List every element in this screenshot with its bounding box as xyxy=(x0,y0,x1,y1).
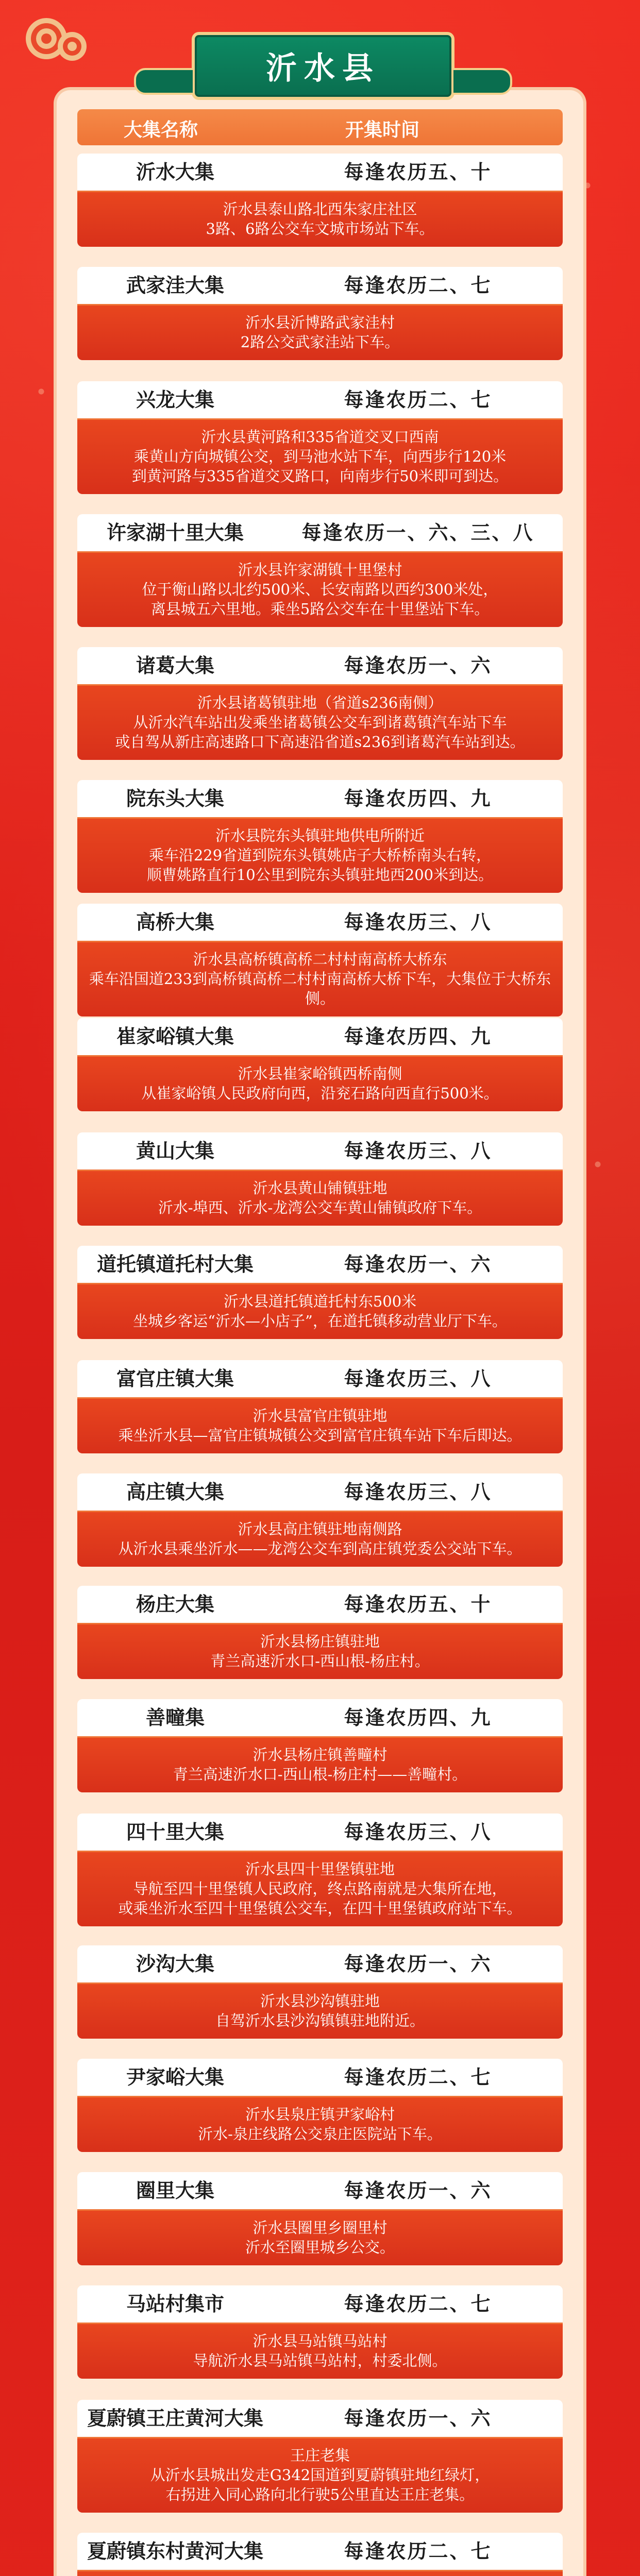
market-name-row xyxy=(77,2400,563,2438)
market-address: 沂水县泰山路北西朱家庄社区 3路、6路公交车文城市场站下车。 xyxy=(77,192,563,247)
column-header xyxy=(77,109,563,145)
market-time: 每逢农历二、七 xyxy=(344,2539,492,2563)
market-name: 黄山大集 xyxy=(136,1139,214,1162)
market-name-row xyxy=(77,267,563,306)
market-address: 沂水县院东头镇驻地供电所附近 乘车沿229省道到院东头镇姚店子大桥桥南头右转， 顺曹姚路直行10公里到院东头镇驻地西200米到达。 xyxy=(77,819,563,893)
market-time: 每逢农历二、七 xyxy=(344,2065,492,2089)
market-entry xyxy=(77,1018,563,1111)
market-time: 每逢农历二、七 xyxy=(344,2292,492,2315)
market-entry xyxy=(77,780,563,893)
market-name-row xyxy=(77,904,563,942)
market-time: 每逢农历三、八 xyxy=(344,1820,492,1843)
market-time: 每逢农历三、八 xyxy=(344,1139,492,1162)
market-time: 每逢农历四、九 xyxy=(344,1025,492,1048)
market-name-row xyxy=(77,1945,563,1984)
page-title: 沂水县 xyxy=(266,50,380,87)
market-entry xyxy=(77,381,563,494)
market-time: 每逢农历二、七 xyxy=(344,388,492,411)
market-entry xyxy=(77,1132,563,1226)
market-address: 沂水县黄河路和335省道交叉口西南 乘黄山方向城镇公交，到马池水站下车，向西步行120米 到黄河路与335省道交叉路口，向南步行50米即可到达。 xyxy=(77,420,563,494)
market-name: 高庄镇大集 xyxy=(126,1480,224,1503)
market-entry xyxy=(77,647,563,760)
market-name-row xyxy=(77,780,563,819)
market-entry xyxy=(77,1945,563,2039)
market-address: 沂水县高庄镇驻地南侧路 从沂水县乘坐沂水——龙湾公交车到高庄镇党委公交站下车。 xyxy=(77,1512,563,1567)
market-address: 王庄老集 从沂水县城出发走G342国道到夏蔚镇驻地红绿灯， 右拐进入同心路向北行驶5公里直达王庄老集。 xyxy=(77,2438,563,2513)
market-address: 沂水县道托镇道托村东500米 坐城乡客运“沂水—小店子”，在道托镇移动营业厅下车。 xyxy=(77,1284,563,1339)
market-entry xyxy=(77,1814,563,1926)
market-name: 沙沟大集 xyxy=(136,1952,214,1975)
market-name: 沂水大集 xyxy=(136,160,214,183)
title-banner xyxy=(192,32,454,100)
market-name-row xyxy=(77,1246,563,1284)
market-name-row xyxy=(77,154,563,192)
market-name-row xyxy=(77,1473,563,1512)
market-name-row xyxy=(77,1586,563,1624)
market-name-row xyxy=(77,1699,563,1738)
market-time: 每逢农历一、六 xyxy=(344,2179,492,2202)
market-name: 许家湖十里大集 xyxy=(106,521,244,544)
market-time: 每逢农历四、九 xyxy=(344,1706,492,1729)
market-time: 每逢农历五、十 xyxy=(344,1592,492,1616)
market-name: 善疃集 xyxy=(145,1706,205,1729)
market-entry xyxy=(77,2172,563,2265)
market-address: 沂水县沙沟镇驻地 自驾沂水县沙沟镇镇驻地附近。 xyxy=(77,1984,563,2039)
market-entry xyxy=(77,1360,563,1453)
market-entry xyxy=(77,2533,563,2576)
market-name-row xyxy=(77,2172,563,2211)
market-name: 崔家峪镇大集 xyxy=(116,1025,234,1048)
market-name: 高桥大集 xyxy=(136,910,214,934)
market-name-row xyxy=(77,2533,563,2571)
market-address: 沂水县崔家峪镇西桥南侧 从崔家峪镇人民政府向西，沿兖石路向西直行500米。 xyxy=(77,1057,563,1111)
market-address: 沂水县四十里堡镇驻地 导航至四十里堡镇人民政府，终点路南就是大集所在地， 或乘坐沂水至四十里堡镇公交车，在四十里堡镇政府站下车。 xyxy=(77,1852,563,1926)
market-name-row xyxy=(77,1132,563,1171)
market-time: 每逢农历五、十 xyxy=(344,160,492,183)
ribbon-right xyxy=(451,68,512,95)
ribbon-left xyxy=(134,68,195,95)
market-name-row xyxy=(77,514,563,553)
market-name: 四十里大集 xyxy=(126,1820,224,1843)
market-name: 道托镇道托村大集 xyxy=(96,1252,254,1276)
market-entry xyxy=(77,2285,563,2379)
market-time: 每逢农历二、七 xyxy=(344,274,492,297)
market-name-row xyxy=(77,381,563,420)
market-name-row xyxy=(77,1360,563,1399)
market-entry xyxy=(77,2400,563,2513)
market-entry xyxy=(77,1586,563,1679)
market-address: 沂水县高桥镇高桥二村村南高桥大桥东 乘车沿国道233到高桥镇高桥二村村南高桥大桥下车，大集位于大桥东侧。 xyxy=(77,942,563,1016)
market-entry xyxy=(77,2059,563,2152)
market-entry xyxy=(77,1246,563,1339)
market-name: 武家洼大集 xyxy=(126,274,224,297)
market-name-row xyxy=(77,2285,563,2324)
market-name-row xyxy=(77,1814,563,1852)
market-time: 每逢农历一、六 xyxy=(344,1952,492,1975)
market-address: 沂水县许家湖镇十里堡村 位于衡山路以北约500米、长安南路以西约300米处， 离县城五六里地。乘坐5路公交车在十里堡站下车。 xyxy=(77,553,563,627)
market-name: 院东头大集 xyxy=(126,787,224,810)
market-name: 马站村集市 xyxy=(126,2292,224,2315)
market-name-row xyxy=(77,647,563,686)
auspicious-cloud-icon xyxy=(15,10,98,67)
column-header-name: 大集名称 xyxy=(124,119,198,141)
market-address: 沂水县圈里乡圈里村 沂水至圈里城乡公交。 xyxy=(77,2211,563,2265)
market-time: 每逢农历一、六 xyxy=(344,654,492,677)
market-address: 沂水县泉庄镇尹家峪村 沂水-泉庄线路公交泉庄医院站下车。 xyxy=(77,2097,563,2152)
market-name: 诸葛大集 xyxy=(136,654,214,677)
market-name-row xyxy=(77,2059,563,2097)
market-name: 夏蔚镇王庄黄河大集 xyxy=(87,2406,263,2430)
market-entry xyxy=(77,267,563,360)
market-address: 沂水县富官庄镇驻地 乘坐沂水县—富官庄镇城镇公交到富官庄镇车站下车后即达。 xyxy=(77,1399,563,1453)
market-name: 尹家峪大集 xyxy=(126,2065,224,2089)
market-entry xyxy=(77,1699,563,1792)
market-address: 沂水县马站镇马站村 导航沂水县马站镇马站村，村委北侧。 xyxy=(77,2324,563,2379)
market-entry xyxy=(77,154,563,247)
market-address xyxy=(77,2571,563,2576)
market-time: 每逢农历一、六 xyxy=(344,1252,492,1276)
market-name: 夏蔚镇东村黄河大集 xyxy=(87,2539,263,2563)
column-header-time: 开集时间 xyxy=(345,119,420,141)
market-name: 兴龙大集 xyxy=(136,388,214,411)
market-name: 杨庄大集 xyxy=(136,1592,214,1616)
market-name-row xyxy=(77,1018,563,1057)
market-time: 每逢农历三、八 xyxy=(344,1367,492,1390)
market-entry xyxy=(77,904,563,1016)
market-time: 每逢农历一、六 xyxy=(344,2406,492,2430)
market-time: 每逢农历三、八 xyxy=(344,910,492,934)
market-entry xyxy=(77,1473,563,1567)
market-address: 沂水县杨庄镇善疃村 青兰高速沂水口-西山根-杨庄村——善疃村。 xyxy=(77,1738,563,1792)
market-address: 沂水县沂博路武家洼村 2路公交武家洼站下车。 xyxy=(77,306,563,360)
market-time: 每逢农历一、六、三、八 xyxy=(301,521,534,544)
market-address: 沂水县诸葛镇驻地（省道s236南侧） 从沂水汽车站出发乘坐诸葛镇公交车到诸葛镇汽车站下车 或自驾从新庄高速路口下高速沿省道s236到诸葛汽车站到达。 xyxy=(77,686,563,760)
market-name: 圈里大集 xyxy=(136,2179,214,2202)
market-time: 每逢农历四、九 xyxy=(344,787,492,810)
market-address: 沂水县杨庄镇驻地 青兰高速沂水口-西山根-杨庄村。 xyxy=(77,1624,563,1679)
market-entry xyxy=(77,514,563,627)
market-name: 富官庄镇大集 xyxy=(116,1367,234,1390)
market-address: 沂水县黄山铺镇驻地 沂水-埠西、沂水-龙湾公交车黄山铺镇政府下车。 xyxy=(77,1171,563,1226)
market-time: 每逢农历三、八 xyxy=(344,1480,492,1503)
